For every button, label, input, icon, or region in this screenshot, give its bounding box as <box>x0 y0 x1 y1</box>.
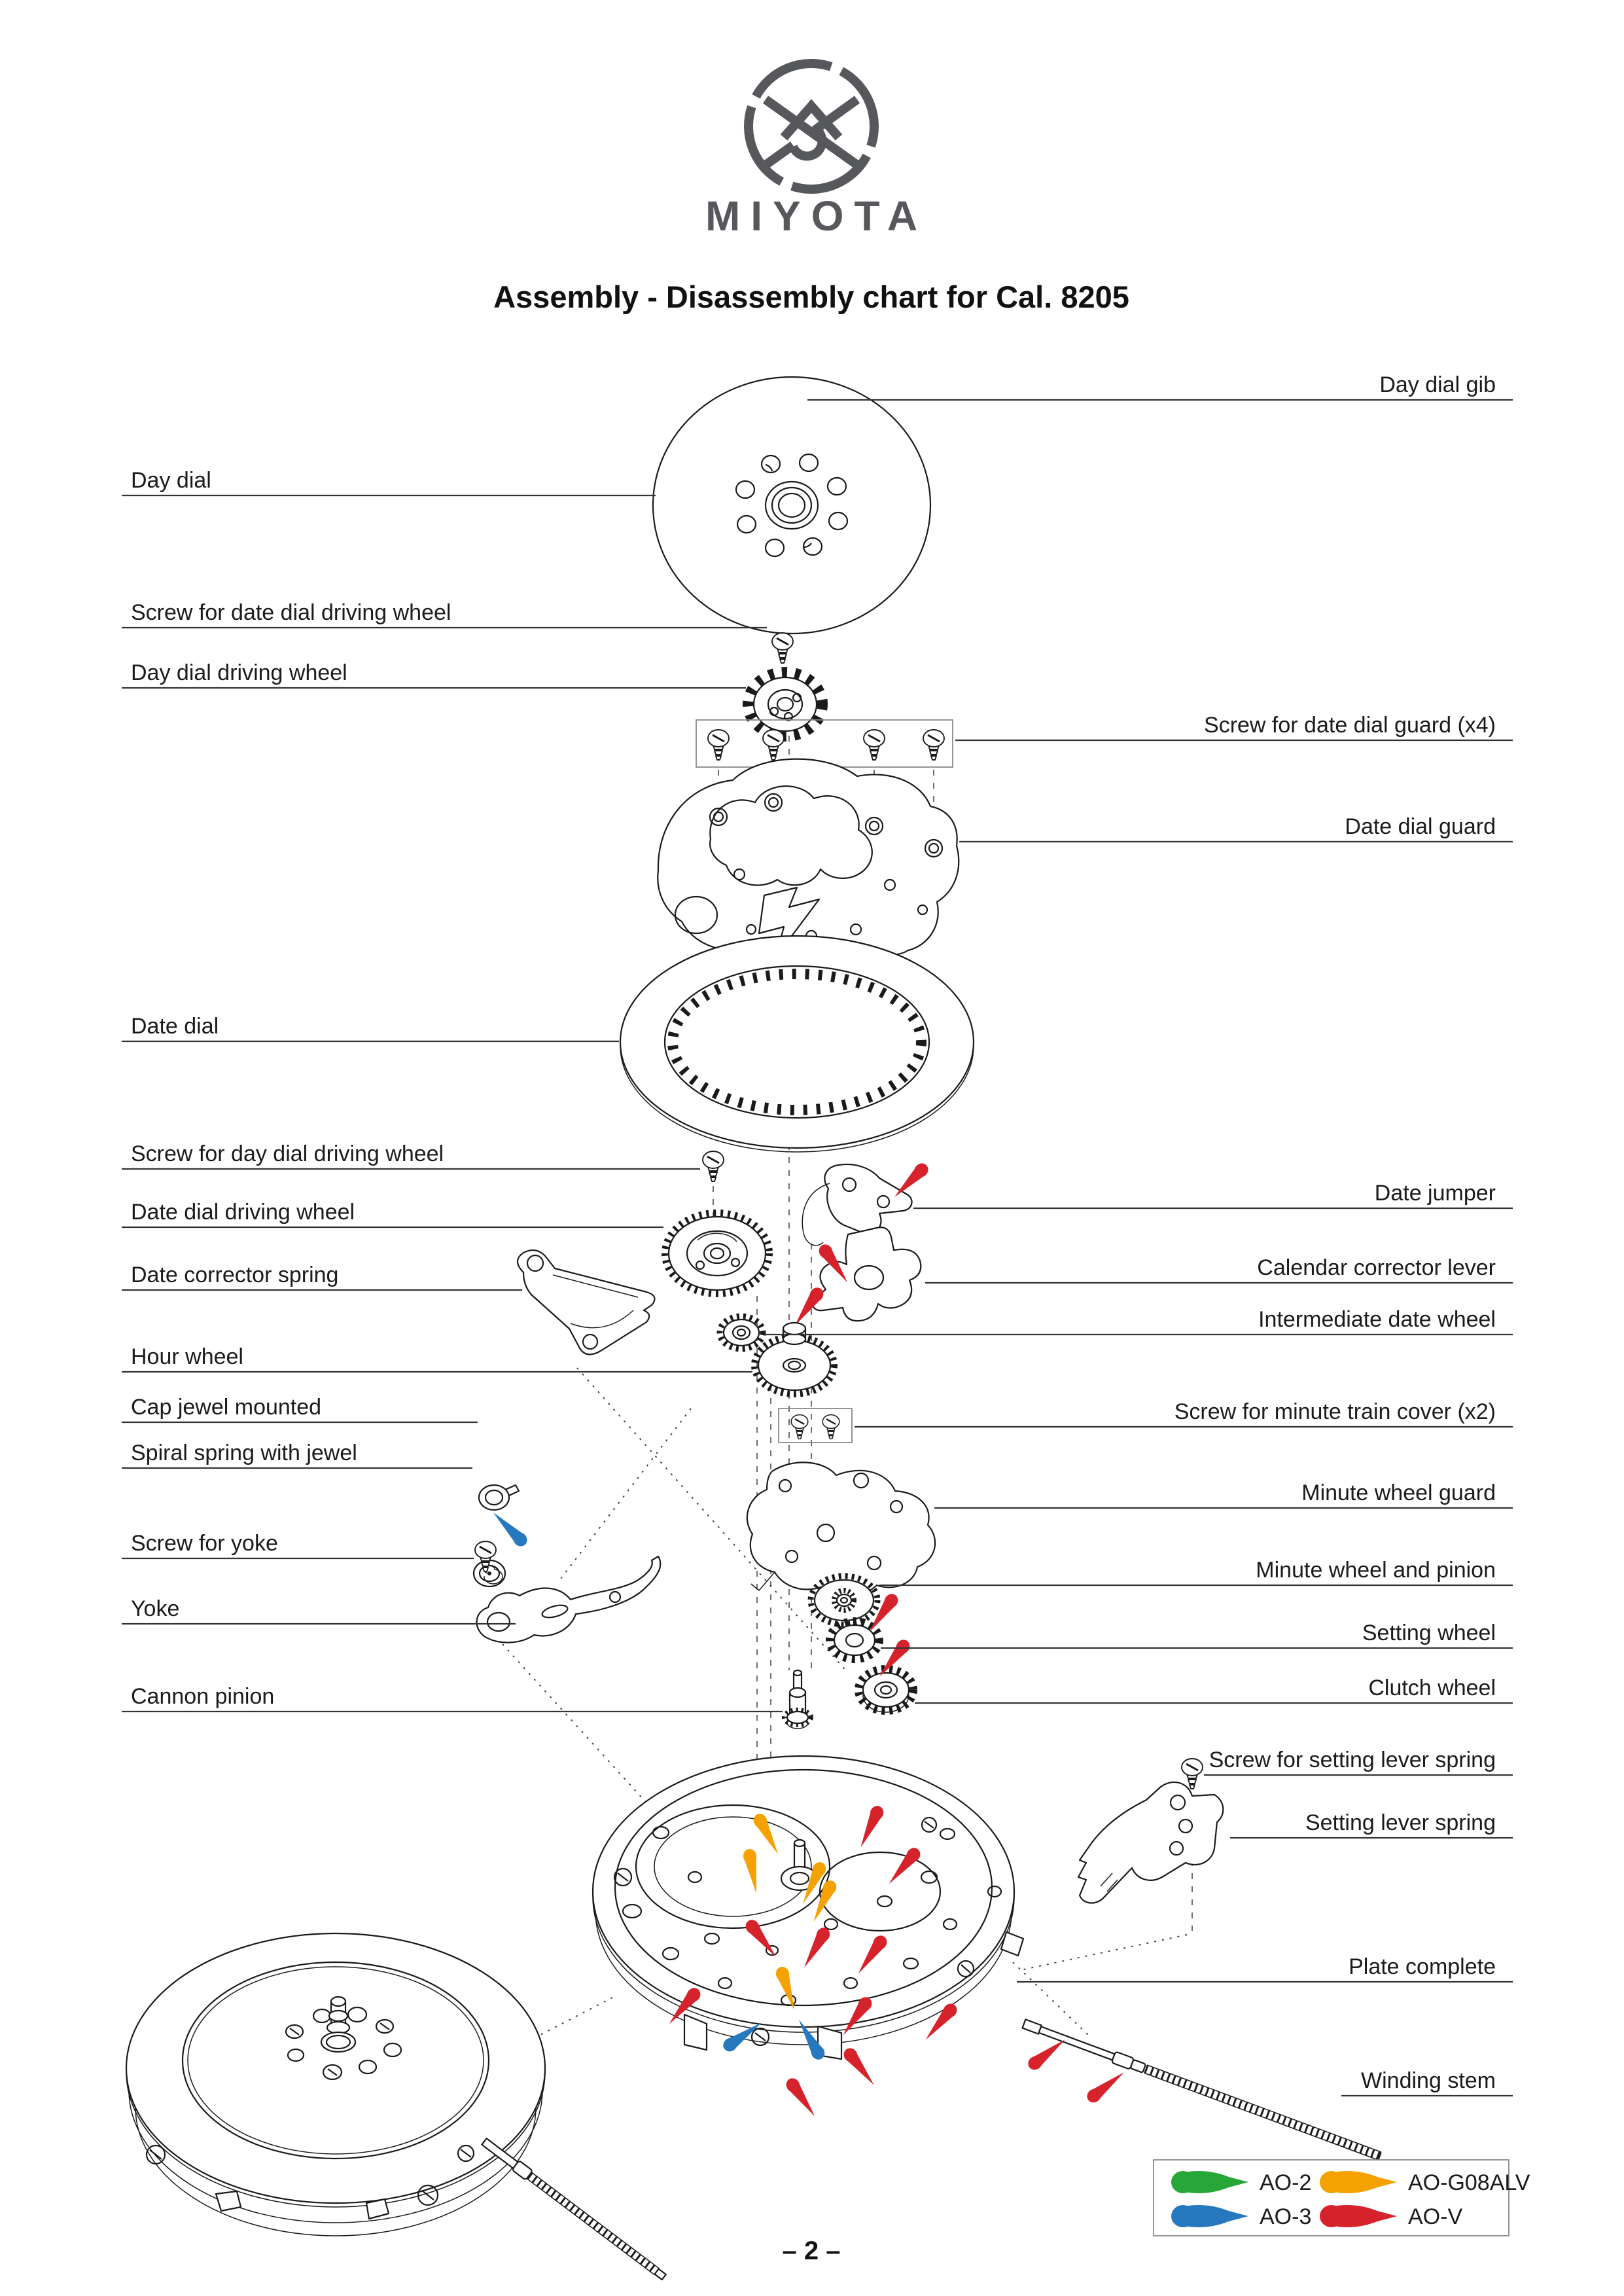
svg-text:Calendar corrector lever: Calendar corrector lever <box>1257 1255 1496 1280</box>
label-cannon-pinion <box>122 1684 783 1712</box>
svg-text:Date corrector spring: Date corrector spring <box>131 1263 339 1287</box>
label-screw-for-yoke <box>122 1531 474 1558</box>
svg-text:Minute wheel and pinion: Minute wheel and pinion <box>1256 1558 1496 1583</box>
svg-text:Spiral spring with jewel: Spiral spring with jewel <box>131 1441 357 1465</box>
oil-drop-icon <box>1171 2205 1248 2227</box>
label-setting-wheel <box>881 1621 1513 1648</box>
svg-text:Date dial driving wheel: Date dial driving wheel <box>131 1200 355 1225</box>
legend-label-aog08alv: AO-G08ALV <box>1408 2170 1530 2195</box>
part-hour-wheel <box>754 1323 834 1394</box>
oil-drop-icon <box>890 1160 931 1202</box>
label-date-dial <box>122 1014 619 1041</box>
svg-text:Minute wheel guard: Minute wheel guard <box>1301 1480 1496 1505</box>
label-day-dial <box>122 468 656 495</box>
legend-label-aov: AO-V <box>1408 2204 1463 2229</box>
label-spiral-spring-with-jewel <box>122 1441 472 1468</box>
legend-label-ao2: AO-2 <box>1260 2170 1312 2195</box>
svg-text:Plate complete: Plate complete <box>1349 1954 1496 1979</box>
label-calendar-corrector-lever <box>925 1255 1513 1283</box>
label-minute-wheel-and-pinion <box>879 1558 1513 1585</box>
miyota-monogram-icon <box>726 41 896 211</box>
part-date-dial <box>620 936 974 1152</box>
svg-text:Hour wheel: Hour wheel <box>131 1344 243 1369</box>
label-day-dial-gib <box>807 372 1513 400</box>
svg-text:Screw for day dial driving whe: Screw for day dial driving wheel <box>131 1141 444 1166</box>
brand-wordmark: MIYOTA <box>705 192 928 240</box>
page-number: – 2 – <box>782 2236 841 2265</box>
oil-drop-icon <box>1320 2205 1397 2227</box>
svg-text:Setting lever spring: Setting lever spring <box>1305 1810 1496 1835</box>
label-hour-wheel <box>122 1344 752 1372</box>
part-date-dial-guard <box>658 759 959 961</box>
label-setting-lever-spring <box>1230 1810 1513 1838</box>
svg-text:Screw for setting lever spring: Screw for setting lever spring <box>1209 1748 1496 1772</box>
svg-text:Day dial: Day dial <box>131 468 211 493</box>
assembled-movement <box>126 1933 667 2282</box>
oil-drop-icon <box>1084 2067 1128 2105</box>
part-day-dial <box>653 377 930 634</box>
label-screw-date-dial-driving-wheel <box>122 600 767 628</box>
label-plate-complete <box>1017 1954 1513 1982</box>
label-date-dial-driving-wheel <box>122 1200 663 1227</box>
label-date-jumper <box>913 1181 1513 1208</box>
legend-label-ao3: AO-3 <box>1260 2204 1312 2229</box>
label-date-corrector-spring <box>122 1263 522 1290</box>
svg-text:Day dial driving wheel: Day dial driving wheel <box>131 660 347 685</box>
part-screw-setting-lever-spring <box>1182 1759 1203 1789</box>
label-day-dial-driving-wheel <box>122 660 746 688</box>
oil-drop-icon <box>489 1508 530 1549</box>
miyota-logo <box>705 41 928 240</box>
part-setting-lever-spring <box>1078 1782 1223 1903</box>
oil-drop-icon <box>1171 2171 1248 2193</box>
svg-text:Clutch wheel: Clutch wheel <box>1368 1676 1496 1700</box>
part-date-corrector-spring <box>518 1250 655 1354</box>
part-screw-day-dial-driving-wheel <box>703 1151 724 1181</box>
label-winding-stem <box>1341 2068 1513 2096</box>
svg-text:Cap jewel mounted: Cap jewel mounted <box>131 1395 322 1420</box>
svg-text:Setting wheel: Setting wheel <box>1362 1621 1496 1645</box>
svg-text:Date dial guard: Date dial guard <box>1345 814 1496 839</box>
part-screws-date-dial-guard <box>696 720 953 767</box>
svg-text:Screw for minute train cover (: Screw for minute train cover (x2) <box>1174 1399 1496 1424</box>
svg-text:Cannon pinion: Cannon pinion <box>131 1684 275 1709</box>
label-minute-wheel-guard <box>934 1480 1513 1508</box>
part-screw-date-dial-driving-wheel <box>772 633 793 663</box>
label-screw-minute-train-cover <box>855 1399 1513 1427</box>
oil-drop-icon <box>1320 2171 1397 2193</box>
svg-text:Screw for date dial guard (x4): Screw for date dial guard (x4) <box>1204 713 1496 738</box>
part-plate-complete <box>593 1756 1023 2120</box>
svg-text:Screw for date dial driving wh: Screw for date dial driving wheel <box>131 600 451 625</box>
label-cap-jewel-mounted <box>122 1395 478 1422</box>
svg-text:Date jumper: Date jumper <box>1374 1181 1496 1206</box>
svg-text:Date dial: Date dial <box>131 1014 219 1039</box>
oil-legend <box>1154 2160 1530 2236</box>
svg-text:Winding stem: Winding stem <box>1361 2068 1496 2093</box>
label-yoke <box>122 1596 516 1624</box>
label-screw-day-dial-driving-wheel <box>122 1141 700 1169</box>
label-clutch-wheel <box>915 1676 1513 1703</box>
svg-text:Yoke: Yoke <box>131 1596 180 1621</box>
part-day-dial-driving-wheel <box>749 673 822 736</box>
label-intermediate-date-wheel <box>764 1307 1513 1335</box>
svg-text:Intermediate date wheel: Intermediate date wheel <box>1258 1307 1496 1332</box>
part-cap-jewel-mounted <box>479 1485 530 1549</box>
svg-text:Day dial gib: Day dial gib <box>1379 372 1496 397</box>
part-date-dial-driving-wheel <box>665 1213 769 1294</box>
part-cannon-pinion <box>785 1670 811 1729</box>
part-intermediate-date-wheel <box>720 1316 763 1349</box>
part-winding-stem <box>1022 2018 1382 2162</box>
svg-text:Screw for yoke: Screw for yoke <box>131 1531 278 1556</box>
page-title: Assembly - Disassembly chart for Cal. 8205 <box>493 279 1129 314</box>
label-screw-setting-lever-spring <box>1204 1748 1513 1775</box>
label-date-dial-guard <box>959 814 1513 842</box>
label-screw-date-dial-guard <box>955 713 1513 740</box>
